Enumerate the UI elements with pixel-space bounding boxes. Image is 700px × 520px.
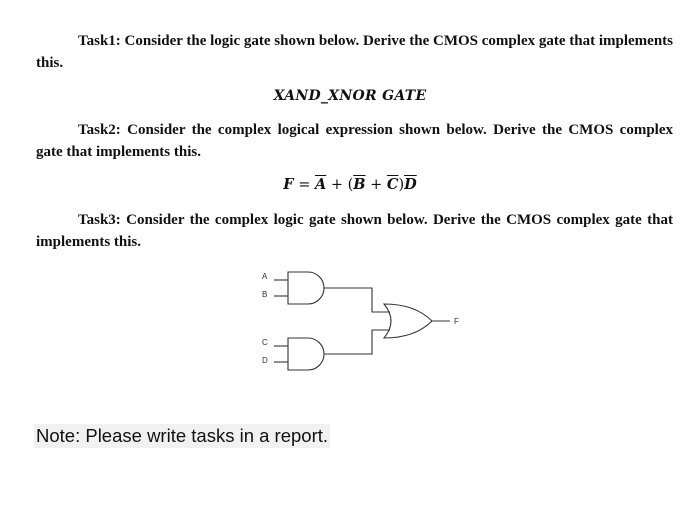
logic-expression bbox=[0, 176, 700, 193]
expr-equals: = bbox=[293, 177, 315, 193]
input-label-d: D bbox=[262, 356, 268, 365]
expr-a-bar: $\overline{A}$ bbox=[314, 176, 327, 193]
or-gate bbox=[384, 304, 432, 338]
input-label-a: A bbox=[262, 272, 268, 281]
task2-text: Task2: Consider the complex logical expression shown below. Derive the CMOS complex gate that implements this. bbox=[36, 122, 673, 160]
expr-plus-open: + ( bbox=[326, 177, 354, 193]
and-gate-bottom bbox=[288, 338, 324, 370]
expr-d-bar: $\overline{D}$ bbox=[404, 176, 417, 193]
task3-text: Task3: Consider the complex logic gate shown below. Derive the CMOS complex gate that implements this. bbox=[36, 212, 673, 250]
expr-c-bar: $\overline{C}$ bbox=[386, 176, 399, 193]
task1-text: Task1: Consider the logic gate shown below. Derive the CMOS complex gate that implements this. bbox=[36, 33, 673, 71]
expr-plus: + bbox=[365, 177, 387, 193]
gate-name: XAND_XNOR GATE bbox=[273, 88, 427, 104]
input-label-c: C bbox=[262, 338, 268, 347]
logic-circuit-diagram bbox=[250, 262, 480, 382]
expr-close: ) bbox=[398, 177, 405, 193]
output-label-f: F bbox=[454, 317, 459, 326]
expr-lhs: F bbox=[283, 176, 294, 193]
input-label-b: B bbox=[262, 290, 268, 299]
expr-b-bar: $\overline{B}$ bbox=[353, 176, 366, 193]
and-gate-top bbox=[288, 272, 324, 304]
note-text: Note: Please write tasks in a report. bbox=[36, 425, 329, 446]
